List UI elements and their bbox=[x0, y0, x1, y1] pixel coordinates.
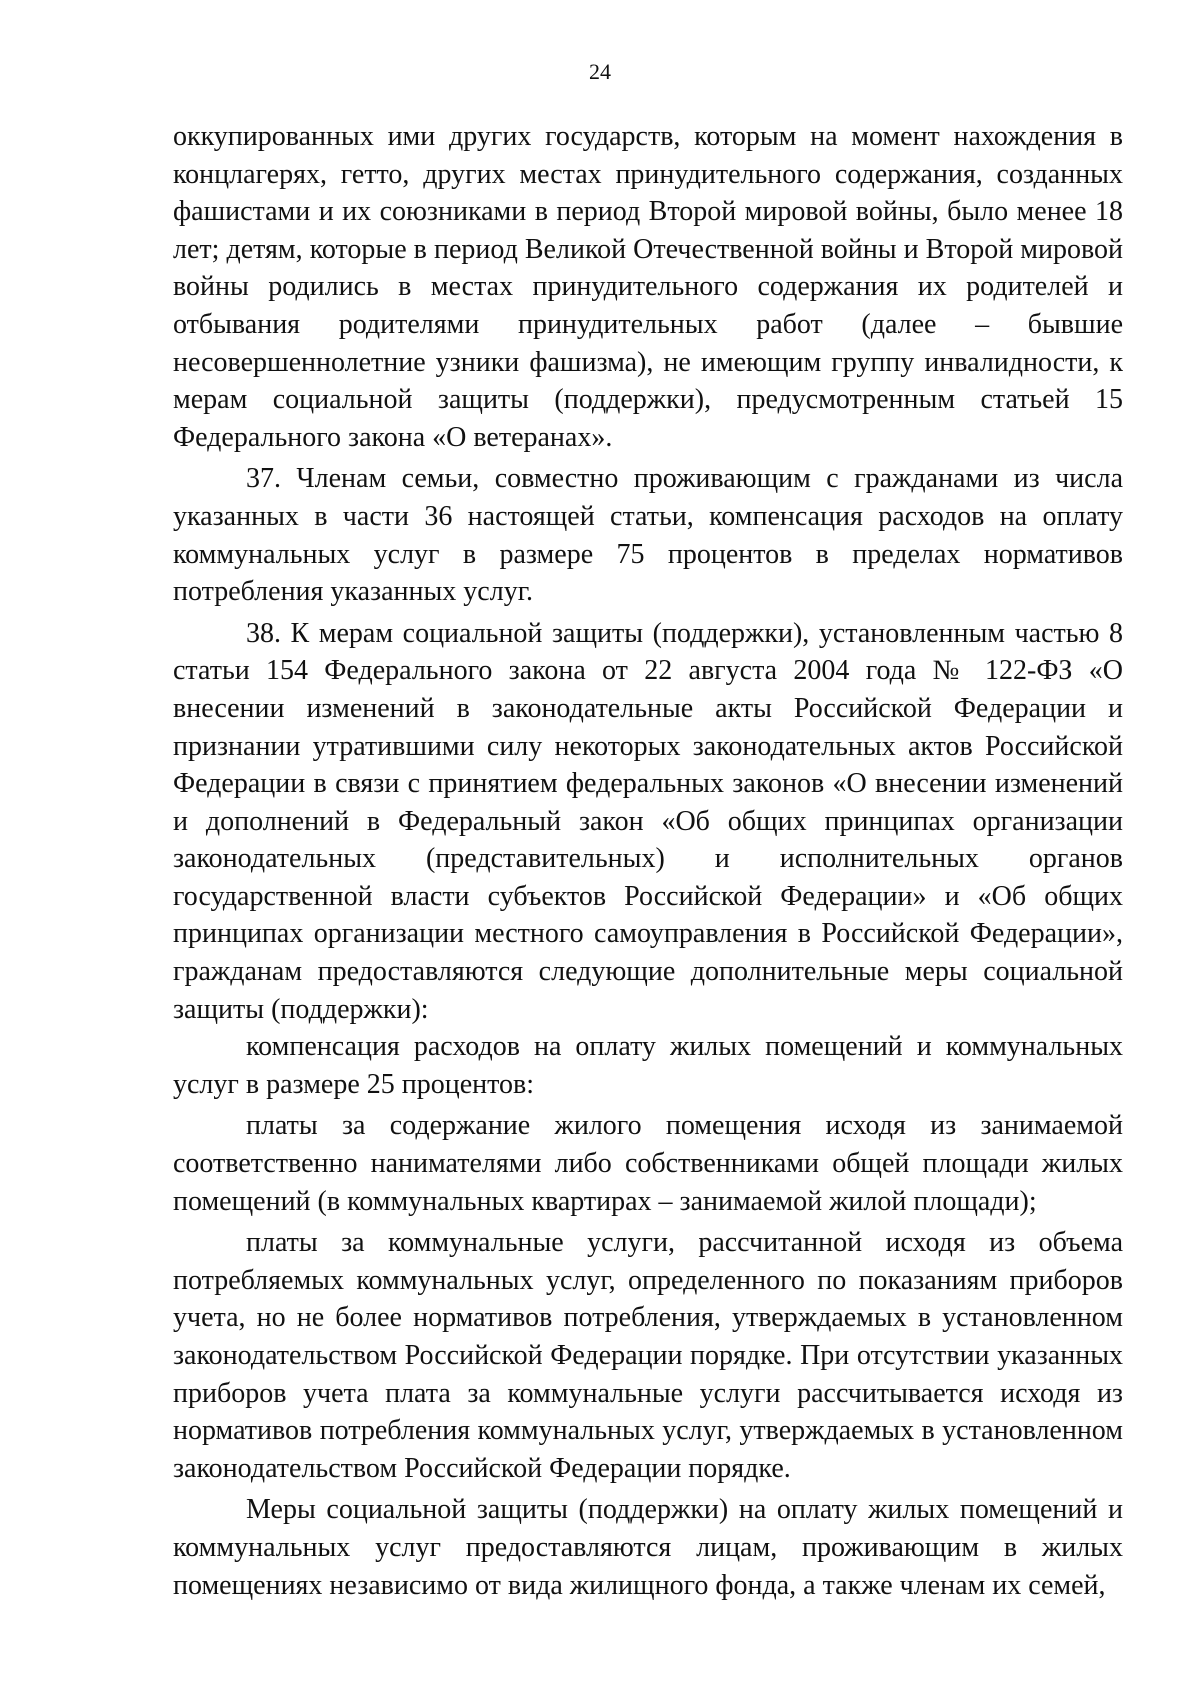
paragraph-compensation: компенсация расходов на оплату жилых помещений и коммунальных услуг в размере 25 процентов: bbox=[173, 1031, 1123, 1100]
paragraph-measures: Меры социальной защиты (поддержки) на оплату жилых помещений и коммунальных услуг предоставляются лицам, проживающим в жилых помещениях независимо от вида жилищного фонда, а также членам их семей, bbox=[173, 1494, 1123, 1601]
paragraph-continued: оккупированных ими других государств, которым на момент нахождения в концлагерях, гетто, других местах принудительного содержания, созданных фашистами и их союзниками в период Второй мировой войны, было менее 18 лет; детям, которые в период Великой Отечественной войны и Второй мировой войны родились в местах принудительного содержания их родителей и отбывания родителями принудительных работ (далее – бывшие несовершеннолетние узники фашизма), не имеющим группу инвалидности, к мерам социальной защиты (поддержки), предусмотренным статьей 15 Федерального закона «О ветеранах». bbox=[173, 121, 1123, 453]
paragraph-38: 38. К мерам социальной защиты (поддержки), установленным частью 8 статьи 154 Федерального закона от 22 августа 2004 года № 122-ФЗ «О внесении изменений в законодательные акты Российской Федерации и признании утратившими силу некоторых законодательных актов Российской Федерации в связи с принятием федеральных законов «О внесении изменений и дополнений в Федеральный закон «Об общих принципах организации законодательных (представительных) и исполнительных органов государственной власти субъектов Российской Федерации» и «Об общих принципах организации местного самоуправления в Российской Федерации», гражданам предоставляются следующие дополнительные меры социальной защиты (поддержки): bbox=[173, 617, 1123, 1025]
page-number: 24 bbox=[589, 59, 611, 84]
paragraph-housing-fee: платы за содержание жилого помещения исходя из занимаемой соответственно нанимателями либо собственниками общей площади жилых помещений (в коммунальных квартирах – занимаемой жилой площади); bbox=[173, 1110, 1123, 1217]
document-body bbox=[173, 118, 1123, 1604]
paragraph-utilities-fee: платы за коммунальные услуги, рассчитанной исходя из объема потребляемых коммунальных услуг, определенного по показаниям приборов учета, но не более нормативов потребления, утверждаемых в установленном законодательством Российской Федерации порядке. При отсутствии указанных приборов учета плата за коммунальные услуги рассчитывается исходя из нормативов потребления коммунальных услуг, утверждаемых в установленном законодательством Российской Федерации порядке. bbox=[173, 1227, 1123, 1484]
paragraph-37: 37. Членам семьи, совместно проживающим с гражданами из числа указанных в части 36 настоящей статьи, компенсация расходов на оплату коммунальных услуг в размере 75 процентов в пределах нормативов потребления указанных услуг. bbox=[173, 463, 1123, 608]
